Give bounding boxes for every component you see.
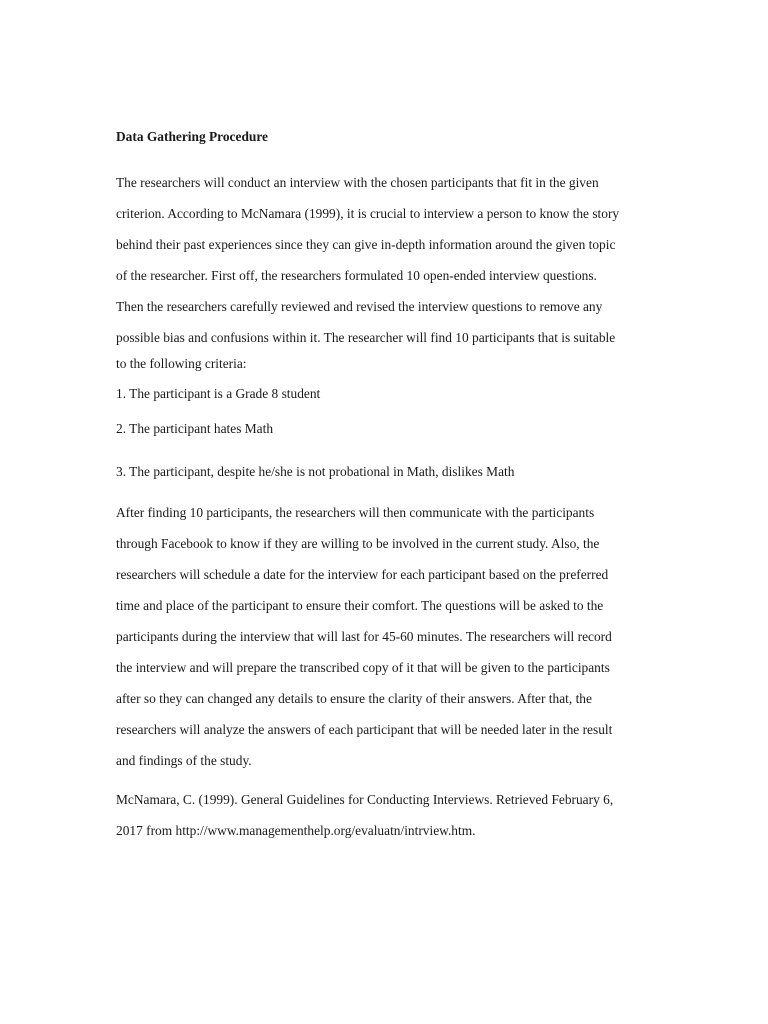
body-line: time and place of the participant to ensure their comfort. The questions will be asked to the — [116, 598, 604, 613]
document-content — [116, 126, 656, 846]
section-heading: Data Gathering Procedure — [116, 129, 268, 144]
intro-paragraph — [116, 167, 656, 375]
body-line: participants during the interview that will last for 45-60 minutes. The researchers will record — [116, 629, 612, 644]
intro-line: criterion. According to McNamara (1999), it is crucial to interview a person to know the story — [116, 206, 620, 221]
criteria-list — [116, 375, 656, 497]
body-line: researchers will analyze the answers of each participant that will be needed later in the result — [116, 722, 613, 737]
body-line: through Facebook to know if they are willing to be involved in the current study. Also, the — [116, 536, 600, 551]
intro-line: of the researcher. First off, the researchers formulated 10 open-ended interview questions. — [116, 268, 597, 283]
reference-line: McNamara, C. (1999). General Guidelines for Conducting Interviews. Retrieved February 6, — [116, 792, 614, 807]
intro-line: Then the researchers carefully reviewed and revised the interview questions to remove any — [116, 299, 603, 314]
reference-citation — [116, 784, 656, 846]
body-line: After finding 10 participants, the researchers will then communicate with the participants — [116, 505, 595, 520]
body-line: the interview and will prepare the transcribed copy of it that will be given to the participants — [116, 660, 610, 675]
reference-line: 2017 from http://www.managementhelp.org/evaluatn/intrview.htm. — [116, 823, 476, 838]
procedure-paragraph — [116, 497, 656, 776]
criteria-item: 2. The participant hates Math — [116, 421, 274, 436]
criteria-item: 1. The participant is a Grade 8 student — [116, 386, 321, 401]
intro-line: to the following criteria: — [116, 356, 247, 371]
intro-line: behind their past experiences since they can give in-depth information around the given topic — [116, 237, 616, 252]
criteria-item: 3. The participant, despite he/she is not probational in Math, dislikes Math — [116, 464, 515, 479]
body-line: researchers will schedule a date for the interview for each participant based on the preferred — [116, 567, 609, 582]
intro-line: The researchers will conduct an interview with the chosen participants that fit in the given — [116, 175, 599, 190]
intro-line: possible bias and confusions within it. The researcher will find 10 participants that is suitable — [116, 330, 616, 345]
body-line: and findings of the study. — [116, 753, 252, 768]
body-line: after so they can changed any details to ensure the clarity of their answers. After that, the — [116, 691, 592, 706]
